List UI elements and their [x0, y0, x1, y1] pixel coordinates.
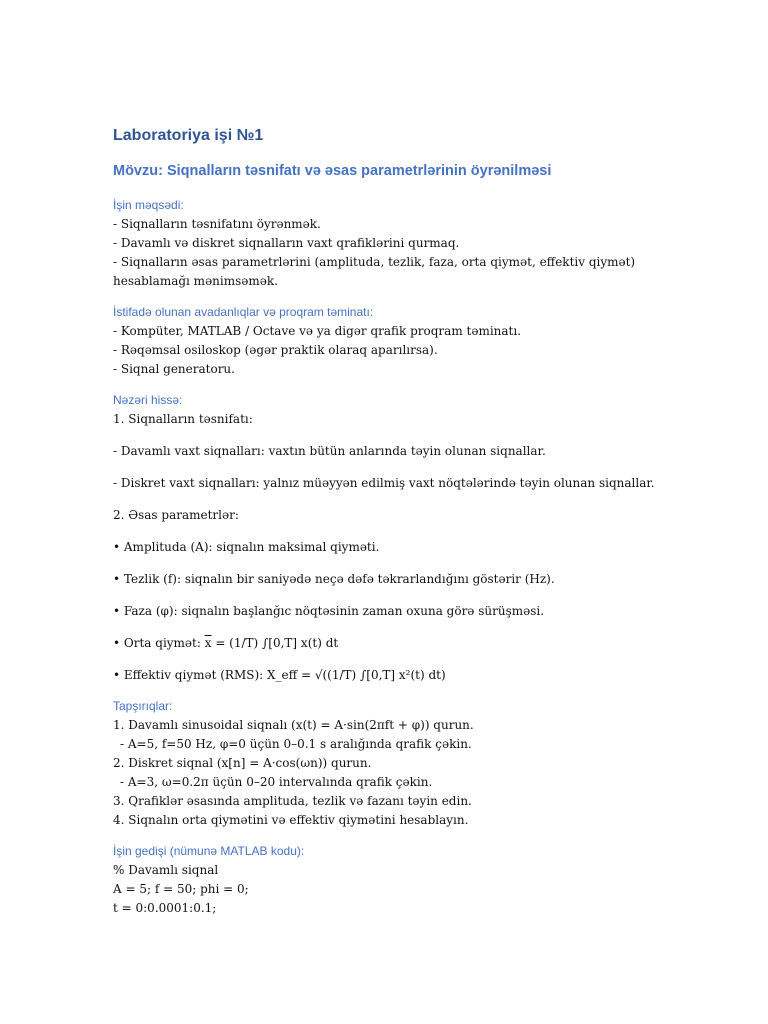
task-line: 1. Davamlı sinusoidal siqnalı (x(t) = A·sin(2πft + φ)) qurun. — [113, 718, 474, 732]
procedure-heading: İşin gedişi (nümunə MATLAB kodu): — [113, 844, 305, 858]
task-line: 4. Siqnalın orta qiymətini və effektiv qiymətini hesablayın. — [113, 813, 469, 827]
mean-prefix: • Orta qiymət: — [113, 636, 205, 650]
amplitude-text: • Amplituda (A): siqnalın maksimal qiyməti. — [113, 540, 380, 554]
goal-heading: İşin məqsədi: — [113, 198, 184, 212]
goal-section — [113, 196, 673, 291]
theory-heading: Nəzəri hissə: — [113, 393, 183, 407]
document-title: Laboratoriya işi №1 — [113, 127, 264, 144]
goal-line: - Davamlı və diskret siqnalların vaxt qrafiklərini qurmaq. — [113, 236, 460, 250]
mean-value-text — [113, 634, 673, 653]
parameters-title: 2. Əsas parametrlər: — [113, 508, 239, 522]
equipment-line: - Rəqəmsal osiloskop (əgər praktik olaraq aparılırsa). — [113, 343, 438, 357]
rms-text: • Effektiv qiymət (RMS): X_eff = √((1/T) ∫[0,T] x²(t) dt) — [113, 668, 446, 682]
code-line: % Davamlı siqnal — [113, 863, 219, 877]
continuous-signals-text: - Davamlı vaxt siqnalları: vaxtın bütün anlarında təyin olunan siqnallar. — [113, 444, 546, 458]
procedure-section — [113, 842, 673, 918]
phase-text: • Faza (φ): siqnalın başlanğıc nöqtəsinin zaman oxuna görə sürüşməsi. — [113, 604, 545, 618]
frequency-text: • Tezlik (f): siqnalın bir saniyədə neçə dəfə təkrarlandığını göstərir (Hz). — [113, 572, 555, 586]
equipment-section — [113, 303, 673, 379]
document-page — [113, 126, 673, 930]
task-subline: - A=5, f=50 Hz, φ=0 üçün 0–0.1 s aralığında qrafik çəkin. — [120, 737, 472, 751]
theory-section — [113, 391, 673, 685]
mean-formula: = (1/T) ∫[0,T] x(t) dt — [211, 636, 339, 650]
task-line: 3. Qrafiklər əsasında amplituda, tezlik və fazanı təyin edin. — [113, 794, 472, 808]
classification-title: 1. Siqnalların təsnifatı: — [113, 412, 253, 426]
equipment-line: - Kompüter, MATLAB / Octave və ya digər qrafik proqram təminatı. — [113, 324, 522, 338]
document-subtitle: Mövzu: Siqnalların təsnifatı və əsas parametrlərinin öyrənilməsi — [113, 163, 552, 179]
equipment-line: - Siqnal generatoru. — [113, 362, 235, 376]
discrete-signals-text: - Diskret vaxt siqnalları: yalnız müəyyən edilmiş vaxt nöqtələrində təyin olunan siqnallar. — [113, 476, 655, 490]
task-subline: - A=3, ω=0.2π üçün 0–20 intervalında qrafik çəkin. — [120, 775, 433, 789]
code-line: t = 0:0.0001:0.1; — [113, 901, 217, 915]
goal-line: hesablamağı mənimsəmək. — [113, 274, 278, 288]
tasks-section — [113, 697, 673, 830]
code-line: A = 5; f = 50; phi = 0; — [113, 882, 249, 896]
task-line: 2. Diskret siqnal (x[n] = A·cos(ωn)) qurun. — [113, 756, 372, 770]
goal-line: - Siqnalların təsnifatını öyrənmək. — [113, 217, 321, 231]
goal-line: - Siqnalların əsas parametrlərini (amplituda, tezlik, faza, orta qiymət, effektiv qiymət) — [113, 255, 636, 269]
mean-variable: $\overline{x}$ — [204, 636, 212, 650]
equipment-heading: İstifadə olunan avadanlıqlar və proqram təminatı: — [113, 305, 374, 319]
tasks-heading: Tapşırıqlar: — [113, 699, 173, 713]
